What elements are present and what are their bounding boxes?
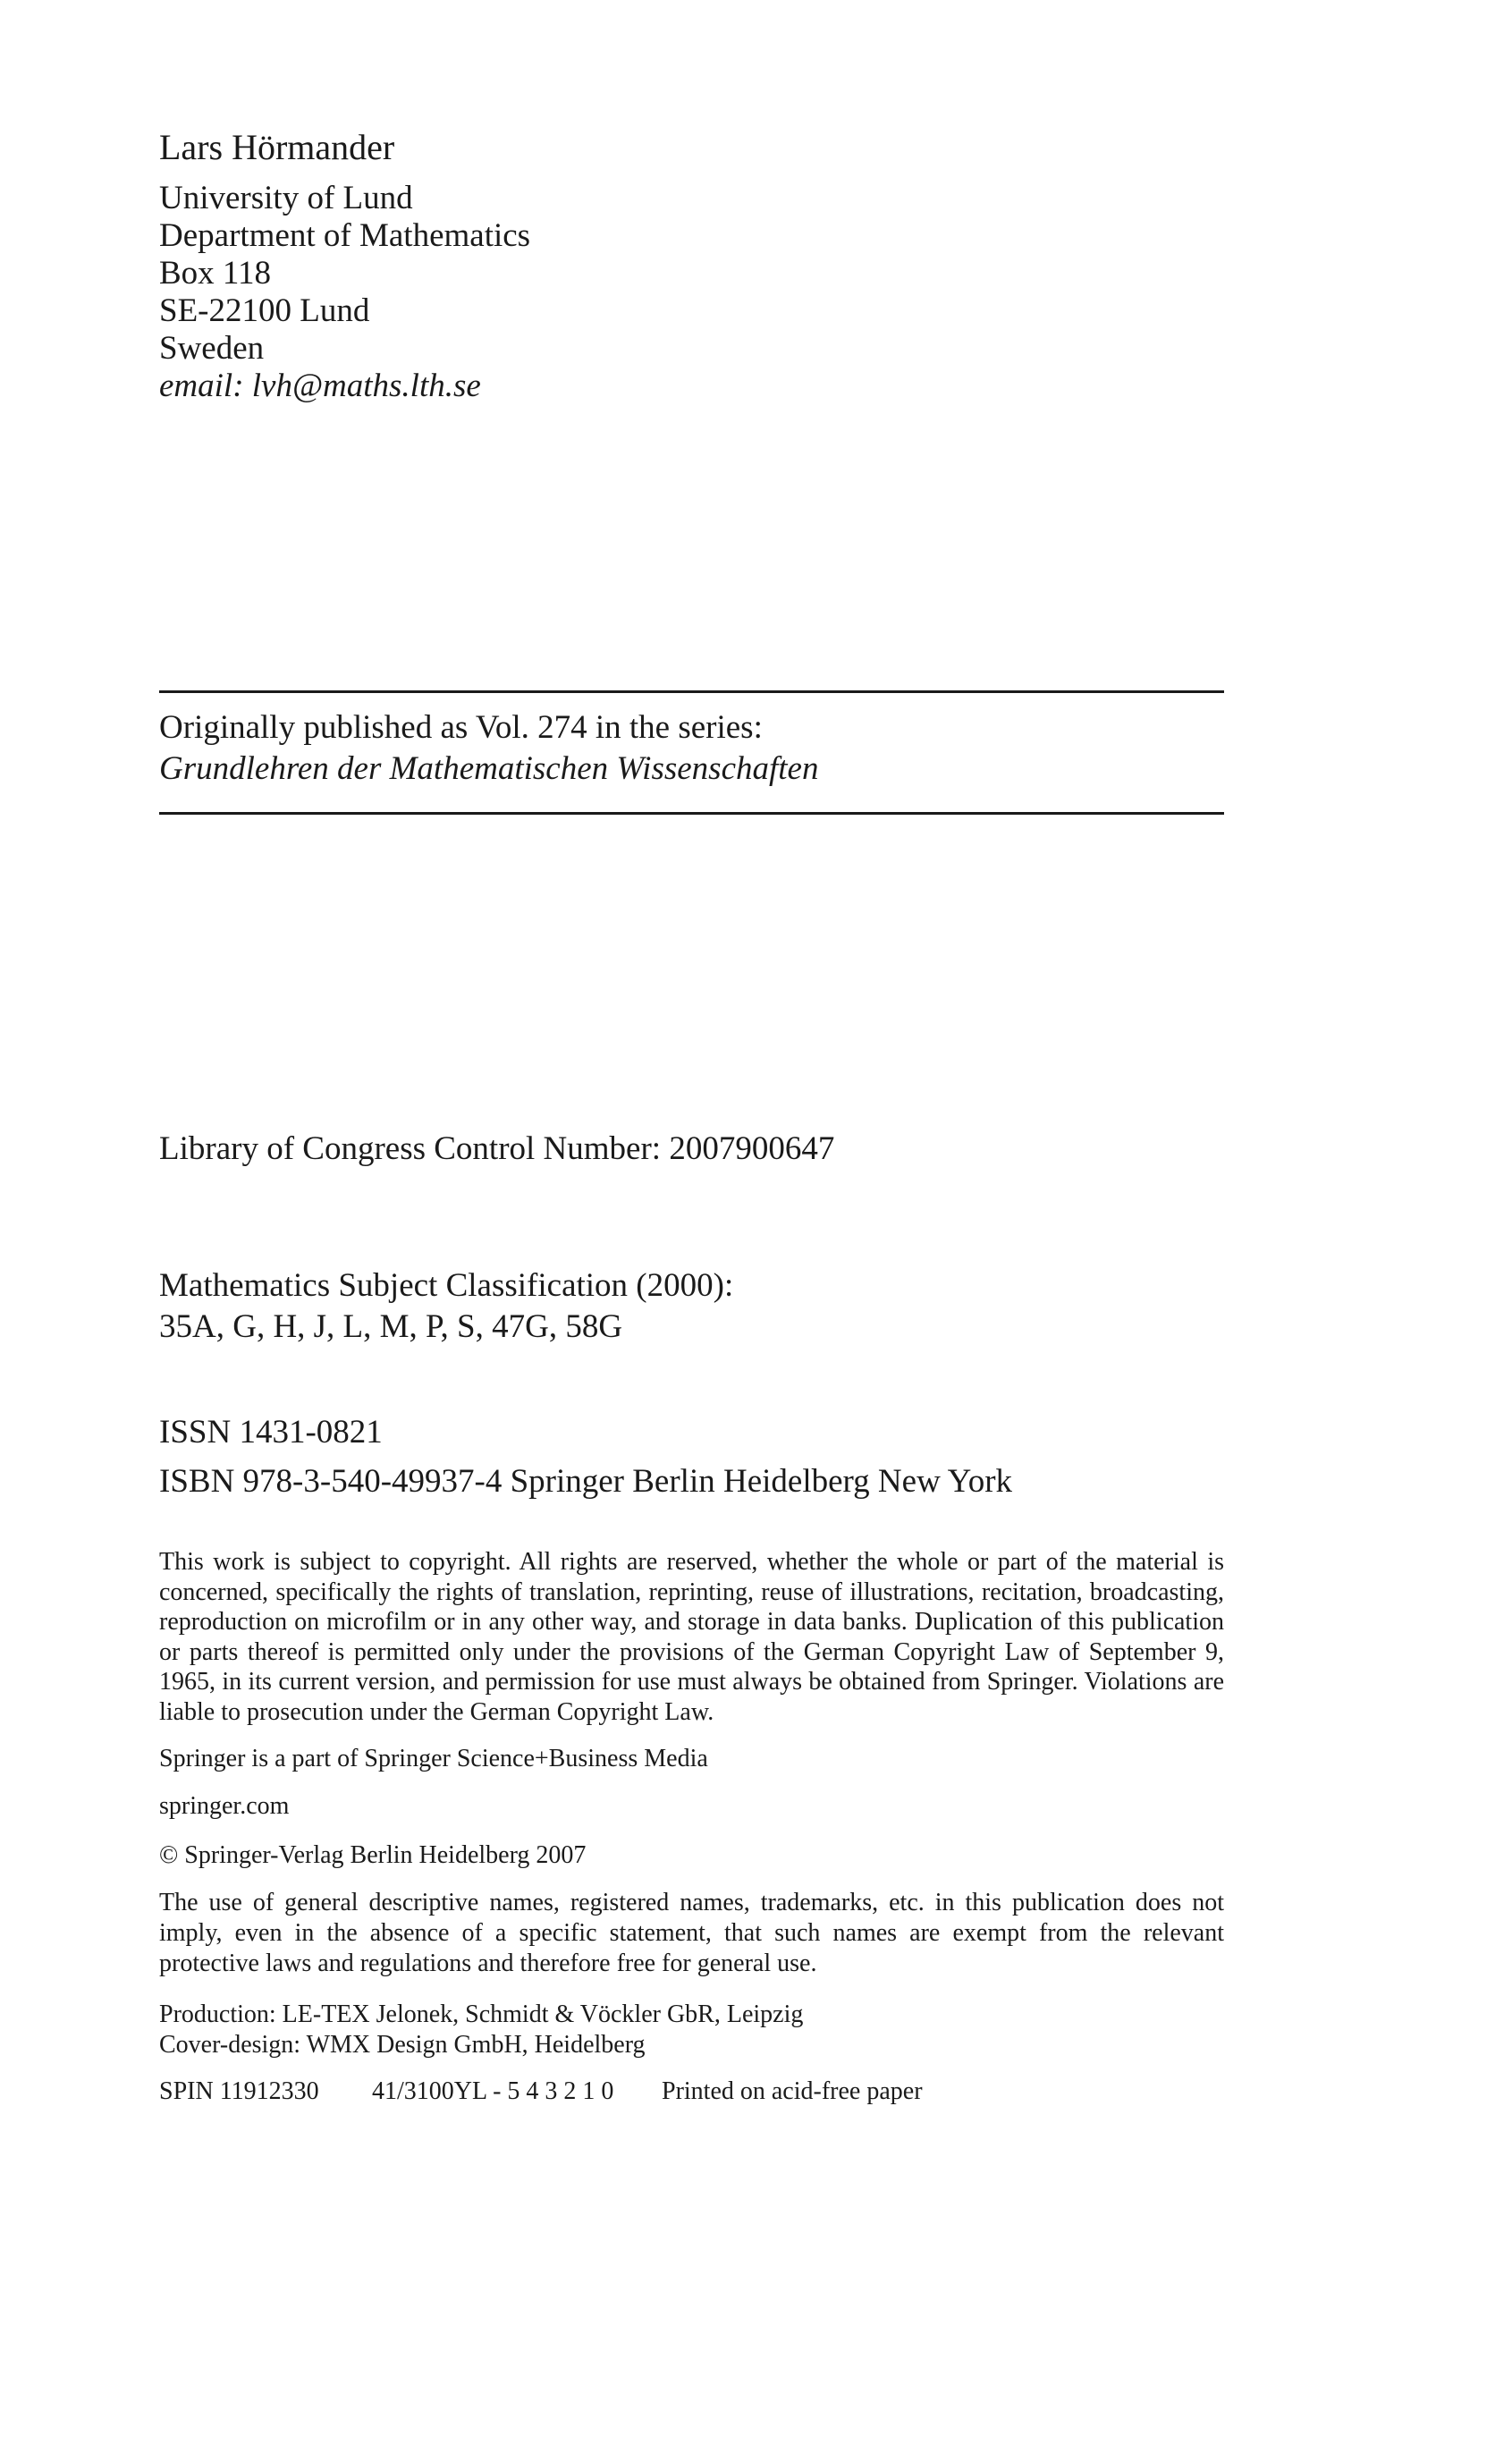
production-line: Production: LE-TEX Jelonek, Schmidt & Vöckler GbR, Leipzig — [159, 2000, 804, 2028]
print-run-code: 41/3100YL - 5 4 3 2 1 0 — [372, 2077, 614, 2105]
acid-free-paper-note: Printed on acid-free paper — [662, 2077, 923, 2105]
cover-design-line: Cover-design: WMX Design GmbH, Heidelberg — [159, 2031, 646, 2059]
issn: ISSN 1431-0821 — [159, 1414, 383, 1451]
msc-codes: 35A, G, H, J, L, M, P, S, 47G, 58G — [159, 1308, 623, 1345]
address-line-postal: SE-22100 Lund — [159, 292, 370, 329]
author-name: Lars Hörmander — [159, 127, 395, 167]
author-email: email: lvh@maths.lth.se — [159, 368, 481, 404]
series-rule-top — [159, 690, 1224, 693]
copyright-notice: © Springer-Verlag Berlin Heidelberg 2007 — [159, 1841, 587, 1869]
spin-number: SPIN 11912330 — [159, 2077, 319, 2105]
address-line-box: Box 118 — [159, 255, 272, 292]
springer-part-line: Springer is a part of Springer Science+Business Media — [159, 1745, 708, 1772]
lccn: Library of Congress Control Number: 2007900647 — [159, 1130, 835, 1167]
address-line-university: University of Lund — [159, 180, 413, 216]
series-name: Grundlehren der Mathematischen Wissenschaften — [159, 750, 819, 787]
trademark-paragraph: The use of general descriptive names, registered names, trademarks, etc. in this publication does not imply, even in the absence of a specific statement, that such names are exempt from the relevant protective laws and regulations and therefore free for general use. — [159, 1889, 1224, 1977]
address-line-country: Sweden — [159, 330, 265, 367]
springer-url: springer.com — [159, 1792, 290, 1820]
series-intro: Originally published as Vol. 274 in the series: — [159, 709, 763, 746]
msc-label: Mathematics Subject Classification (2000): — [159, 1267, 734, 1304]
address-line-department: Department of Mathematics — [159, 217, 531, 254]
isbn: ISBN 978-3-540-49937-4 Springer Berlin Heidelberg New York — [159, 1463, 1013, 1500]
copyright-paragraph: This work is subject to copyright. All rights are reserved, whether the whole or part of the material is concerned, specifically the rights of translation, reprinting, reuse of illustrations, recitation, broadcasting, reproduction on microfilm or in any other way, and storage in data banks. Duplication of this publication or parts thereof is permitted only under the provisions of the German Copyright Law of September 9, 1965, in its current version, and permission for use must always be obtained from Springer. Violations are liable to prosecution under the German Copyright Law. — [159, 1548, 1224, 1726]
series-rule-bottom — [159, 812, 1224, 815]
